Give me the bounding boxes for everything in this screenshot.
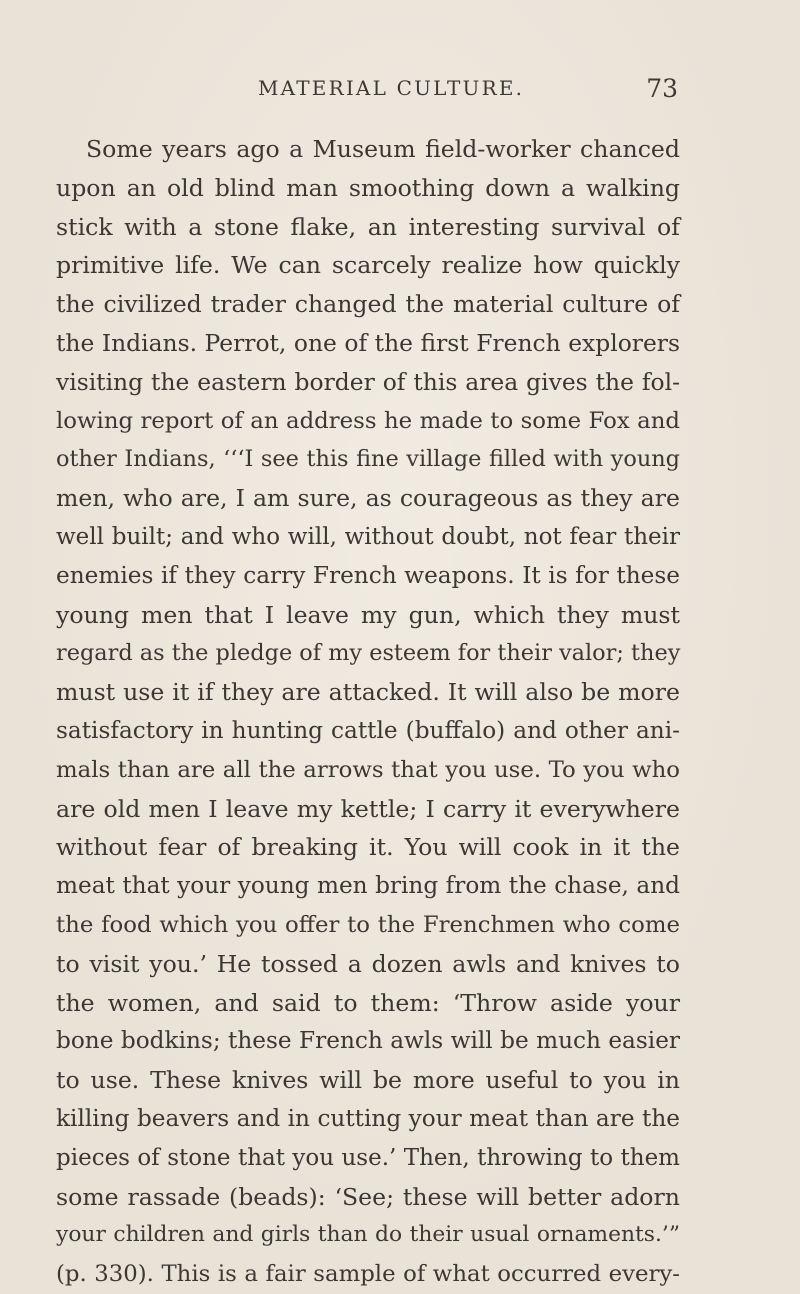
text-line: the women, and said to them: ‘Throw aside your — [56, 988, 680, 1017]
text-line: men, who are, I am sure, as courageous as they are — [56, 484, 680, 513]
running-title: MATERIAL CULTURE. — [258, 76, 525, 100]
page-number: 73 — [646, 74, 678, 103]
text-line: young men that I leave my gun, which they must — [56, 600, 680, 629]
text-line: satisfactory in hunting cattle (buffalo) and other ani- — [56, 716, 680, 744]
text-line: the food which you offer to the Frenchmen who come — [56, 911, 680, 938]
text-line: meat that your young men bring from the chase, and — [56, 872, 680, 900]
text-line: well built; and who will, without doubt, not fear their — [56, 523, 680, 550]
text-line: pieces of stone that you use.’ Then, throwing to them — [56, 1144, 680, 1171]
text-line: other Indians, ‘‘‘I see this fine village filled with young — [56, 446, 680, 473]
text-line: visiting the eastern border of this area gives the fol- — [56, 367, 680, 396]
text-line: mals than are all the arrows that you use. To you who — [56, 756, 680, 783]
text-line: (p. 330). This is a fair sample of what occurred every- — [56, 1261, 680, 1288]
text-line: Some years ago a Museum field-worker chanced — [86, 135, 680, 163]
text-line: your children and girls than do their usual ornaments.’” — [56, 1222, 680, 1248]
text-line: primitive life. We can scarcely realize how quickly — [56, 251, 680, 280]
text-line: stick with a stone flake, an interesting survival of — [56, 212, 680, 241]
text-line: to use. These knives will be more useful to you in — [56, 1066, 680, 1095]
body-paragraph — [56, 130, 680, 1294]
running-head — [258, 76, 678, 106]
text-line: bone bodkins; these French awls will be much easier — [56, 1027, 680, 1055]
text-line: killing beavers and in cutting your meat than are the — [56, 1104, 680, 1132]
text-line: are old men I leave my kettle; I carry it everywhere — [56, 794, 680, 823]
text-line: regard as the pledge of my esteem for their valor; they — [56, 640, 681, 667]
text-line: to visit you.’ He tossed a dozen awls and knives to — [56, 949, 680, 978]
text-line: without fear of breaking it. You will cook in it the — [56, 833, 680, 862]
text-line: enemies if they carry French weapons. It is for these — [56, 561, 680, 589]
text-line: must use it if they are attacked. It will also be more — [56, 678, 680, 707]
text-line: lowing report of an address he made to some Fox and — [56, 407, 680, 434]
text-line: some rassade (beads): ‘See; these will better adorn — [56, 1182, 680, 1211]
text-line: upon an old blind man smoothing down a walking — [56, 173, 680, 202]
text-line: the civilized trader changed the material culture of — [56, 290, 680, 319]
text-line: the Indians. Perrot, one of the first French explorers — [56, 328, 680, 357]
